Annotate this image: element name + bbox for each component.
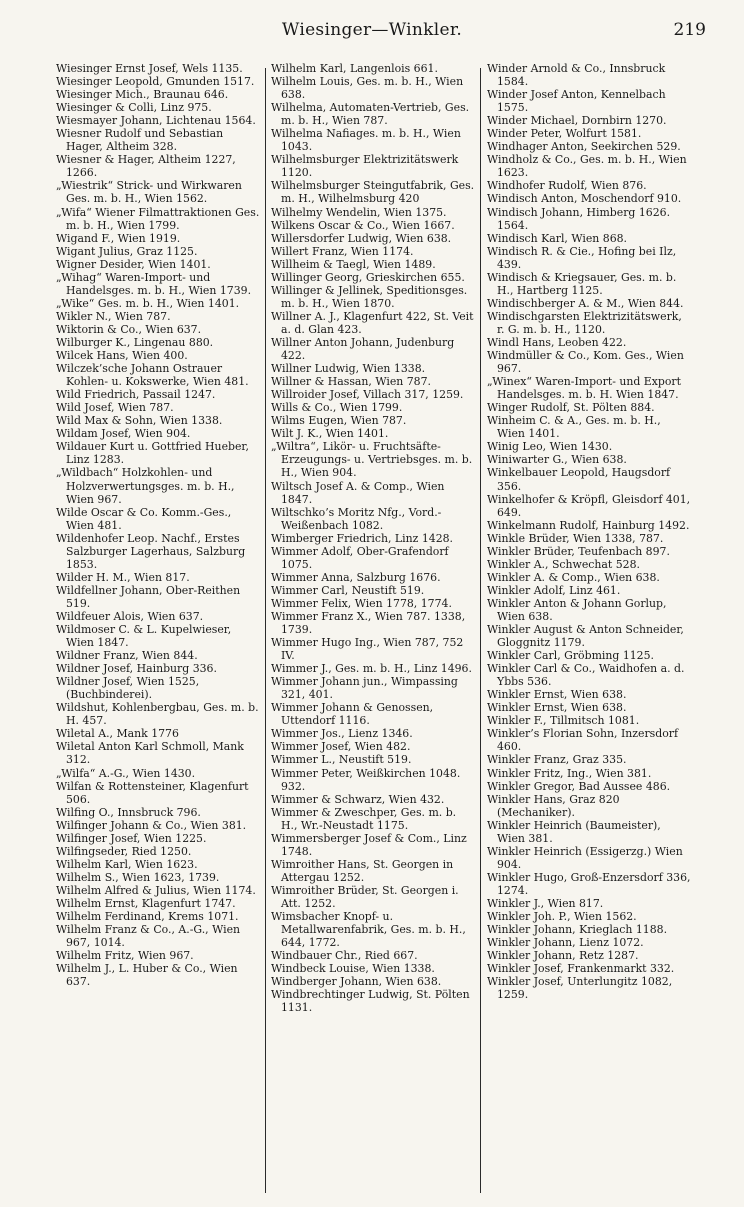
directory-entry: Wilczek’sche Johann Ostrauer Kohlen- u. Kokswerke, Wien 481. xyxy=(56,362,249,389)
directory-entry: Wildfellner Johann, Ober-Reithen 519. xyxy=(56,583,241,610)
directory-entry: Willinger & Jellinek, Speditionsges. m. b. H., Wien 1870. xyxy=(271,283,468,310)
directory-entry: Wiesinger Ernst Josef, Wels 1135. xyxy=(56,62,243,75)
directory-entry: Wimmer & Schwarz, Wien 432. xyxy=(271,792,445,806)
directory-entry: Winkler Hans, Graz 820 (Mechaniker). xyxy=(487,792,620,819)
directory-entry: Windbeck Louise, Wien 1338. xyxy=(271,962,435,976)
directory-entry: Winkler’s Florian Sohn, Inzersdorf 460. xyxy=(487,727,679,754)
column-divider xyxy=(480,68,481,1193)
directory-entry: Wilhelm Alfred & Julius, Wien 1174. xyxy=(56,883,256,897)
directory-entry: Wildauer Kurt u. Gottfried Hueber, Linz 1283. xyxy=(56,440,249,467)
directory-entry: Wiltschko’s Moritz Nfg., Vord.-Weißenbach 1082. xyxy=(271,505,442,532)
directory-entry: Wiesmayer Johann, Lichtenau 1564. xyxy=(56,114,256,128)
directory-entry: Windischberger A. & M., Wien 844. xyxy=(487,296,684,310)
directory-entry: Winder Michael, Dornbirn 1270. xyxy=(487,114,667,128)
column-divider xyxy=(265,68,266,1193)
directory-entry: Wilhelm Karl, Wien 1623. xyxy=(56,857,198,871)
directory-entry: Wilhelm Louis, Ges. m. b. H., Wien 638. xyxy=(271,75,464,102)
directory-entry: Wild Friedrich, Passail 1247. xyxy=(56,388,216,402)
page-header xyxy=(0,18,744,48)
directory-entry: Winkler Heinrich (Essigerzg.) Wien 904. xyxy=(487,844,683,871)
directory-entry: „Wihag“ Waren-Import- und Handelsges. m. b. H., Wien 1739. xyxy=(56,270,252,297)
directory-entry: Windisch Johann, Himberg 1626. 1564. xyxy=(487,205,671,232)
directory-entry: Wimroither Hans, St. Georgen in Attergau 1252. xyxy=(271,857,454,884)
directory-entry: Willner & Hassan, Wien 787. xyxy=(271,375,431,389)
directory-entry: Winkler Franz, Graz 335. xyxy=(487,753,627,767)
directory-entry: Wilhelmy Wendelin, Wien 1375. xyxy=(271,205,447,219)
directory-entry: Wild Max & Sohn, Wien 1338. xyxy=(56,414,223,428)
directory-entry: „Wifa“ Wiener Filmattraktionen Ges. m. b. H., Wien 1799. xyxy=(56,205,260,232)
directory-entry: Winkler A. & Comp., Wien 638. xyxy=(487,570,660,584)
directory-entry: Winkler Hugo, Groß-Enzersdorf 336, 1274. xyxy=(487,870,691,897)
directory-entry: Winkler Adolf, Linz 461. xyxy=(487,583,621,597)
directory-entry: Wikler N., Wien 787. xyxy=(56,309,171,323)
directory-entry: Winkler Johann, Krieglach 1188. xyxy=(487,923,668,937)
directory-entry: Wiktorin & Co., Wien 637. xyxy=(56,322,202,336)
directory-entry: Wildam Josef, Wien 904. xyxy=(56,427,191,441)
directory-column-1 xyxy=(56,62,260,988)
directory-entry: Winkler A., Schwechat 528. xyxy=(487,557,640,571)
directory-entry: „Wilfa“ A.-G., Wien 1430. xyxy=(56,766,196,780)
directory-entry: Wimmer Peter, Weißkirchen 1048. 932. xyxy=(271,766,461,793)
directory-entry: Winkler Ernst, Wien 638. xyxy=(487,701,627,715)
directory-entry: Wilfing O., Innsbruck 796. xyxy=(56,805,201,819)
directory-entry: Wilt J. K., Wien 1401. xyxy=(271,427,389,441)
directory-entry: Wiesinger & Colli, Linz 975. xyxy=(56,101,212,115)
directory-entry: Wiltsch Josef A. & Comp., Wien 1847. xyxy=(271,479,445,506)
directory-entry: Winkler F., Tillmitsch 1081. xyxy=(487,714,640,728)
directory-entry: Wilhelm J., L. Huber & Co., Wien 637. xyxy=(56,962,238,989)
directory-entry: Wilfan & Rottensteiner, Klagenfurt 506. xyxy=(56,779,249,806)
directory-entry: Winkler Josef, Frankenmarkt 332. xyxy=(487,962,675,976)
directory-entry: Wimmer Josef, Wien 482. xyxy=(271,740,411,754)
directory-entry: Wigand F., Wien 1919. xyxy=(56,231,181,245)
directory-entry: Winkler August & Anton Schneider, Gloggnitz 1179. xyxy=(487,623,684,650)
directory-entry: Windisch & Kriegsauer, Ges. m. b. H., Hartberg 1125. xyxy=(487,270,677,297)
directory-entry: Wilhelm Fritz, Wien 967. xyxy=(56,949,194,963)
directory-entry: Winkler Johann, Lienz 1072. xyxy=(487,936,644,950)
directory-entry: Wimmer J., Ges. m. b. H., Linz 1496. xyxy=(271,662,472,676)
directory-entry: Winkler Heinrich (Baumeister), Wien 381. xyxy=(487,818,661,845)
directory-entry: Wilms Eugen, Wien 787. xyxy=(271,414,407,428)
directory-entry: Willner A. J., Klagenfurt 422, St. Veit a. d. Glan 423. xyxy=(271,309,474,336)
directory-entry: Wilfinger Johann & Co., Wien 381. xyxy=(56,818,247,832)
directory-entry: Wildner Josef, Hainburg 336. xyxy=(56,662,217,676)
directory-entry: Wills & Co., Wien 1799. xyxy=(271,401,403,415)
directory-entry: Windbauer Chr., Ried 667. xyxy=(271,949,418,963)
directory-entry: Winger Rudolf, St. Pölten 884. xyxy=(487,401,655,415)
directory-entry: Wilkens Oscar & Co., Wien 1667. xyxy=(271,218,455,232)
directory-entry: Wilhelmsburger Steingutfabrik, Ges. m. H., Wilhelmsburg 420 xyxy=(271,179,475,206)
directory-entry: Wimmer L., Neustift 519. xyxy=(271,753,412,767)
directory-entry: Wilhelm Ernst, Klagenfurt 1747. xyxy=(56,897,236,910)
directory-entry: Windisch R. & Cie., Hofing bei Ilz, 439. xyxy=(487,244,677,271)
directory-entry: Wildner Josef, Wien 1525, (Buchbinderei). xyxy=(56,675,200,702)
directory-entry: Willersdorfer Ludwig, Wien 638. xyxy=(271,231,452,245)
directory-entry: Windmüller & Co., Kom. Ges., Wien 967. xyxy=(487,349,684,376)
directory-entry: Wimmer Carl, Neustift 519. xyxy=(271,583,425,597)
directory-entry: Wildner Franz, Wien 844. xyxy=(56,649,198,663)
directory-entry: Willinger Georg, Grieskirchen 655. xyxy=(271,270,465,284)
directory-entry: Wimmersberger Josef & Com., Linz 1748. xyxy=(271,831,467,858)
directory-entry: Wilhelmsburger Elektrizitätswerk 1120. xyxy=(271,153,459,180)
directory-entry: Willroider Josef, Villach 317, 1259. xyxy=(271,388,464,402)
directory-entry: Wimmer Johann jun., Wimpassing 321, 401. xyxy=(271,675,458,702)
directory-entry: Wildfeuer Alois, Wien 637. xyxy=(56,609,204,623)
page-title: Wiesinger—Winkler. xyxy=(281,20,463,40)
directory-entry: Windischgarsten Elektrizitätswerk, r. G. m. b. H., 1120. xyxy=(487,309,682,336)
directory-entry: Wildmoser C. & L. Kupelwieser, Wien 1847. xyxy=(56,623,232,650)
directory-entry: Wimmer Felix, Wien 1778, 1774. xyxy=(271,596,452,610)
directory-entry: Wigant Julius, Graz 1125. xyxy=(56,244,198,258)
directory-entry: Wigner Desider, Wien 1401. xyxy=(56,257,211,271)
directory-entry: Wildenhofer Leop. Nachf., Erstes Salzburger Lagerhaus, Salzburg 1853. xyxy=(56,531,246,571)
directory-entry: Winkle Brüder, Wien 1338, 787. xyxy=(487,531,664,545)
directory-entry: Wilhelm S., Wien 1623, 1739. xyxy=(56,870,220,884)
directory-entry: Winkelmann Rudolf, Hainburg 1492. xyxy=(487,518,690,532)
directory-entry: Wimsbacher Knopf- u. Metallwarenfabrik, Ges. m. b. H., 644, 1772. xyxy=(271,910,466,950)
directory-entry: Wiletal Anton Karl Schmoll, Mank 312. xyxy=(56,740,244,767)
directory-entry: Wilde Oscar & Co. Komm.-Ges., Wien 481. xyxy=(56,505,232,532)
directory-entry: Wimmer Franz X., Wien 787. 1338, 1739. xyxy=(271,609,466,637)
directory-entry: Wild Josef, Wien 787. xyxy=(56,401,174,415)
directory-entry: Winder Arnold & Co., Innsbruck 1584. xyxy=(487,62,666,89)
directory-entry: Winkler Fritz, Ing., Wien 381. xyxy=(487,766,652,780)
directory-entry: „Wiltra“, Likör- u. Fruchtsäfte-Erzeugungs- u. Vertriebsges. m. b. H., Wien 904. xyxy=(271,440,473,480)
directory-entry: Windhager Anton, Seekirchen 529. xyxy=(487,140,681,154)
directory-entry: Wimroither Brüder, St. Georgen i. Att. 1252. xyxy=(271,883,459,910)
directory-entry: Windberger Johann, Wien 638. xyxy=(271,975,442,989)
directory-entry: Winkler Johann, Retz 1287. xyxy=(487,949,639,963)
directory-entry: Wimmer Adolf, Ober-Grafendorf 1075. xyxy=(271,544,449,571)
directory-entry: Windbrechtinger Ludwig, St. Pölten 1131. xyxy=(271,988,470,1015)
directory-entry: Windisch Karl, Wien 868. xyxy=(487,231,628,245)
directory-entry: Winkler J., Wien 817. xyxy=(487,897,604,910)
directory-entry: Winkelbauer Leopold, Haugsdorf 356. xyxy=(487,466,671,493)
directory-entry: Wilburger K., Lingenau 880. xyxy=(56,335,214,349)
directory-entry: Winiwarter G., Wien 638. xyxy=(487,453,627,467)
directory-entry: Winkler Anton & Johann Gorlup, Wien 638. xyxy=(487,596,667,623)
directory-entry: Wimmer Jos., Lienz 1346. xyxy=(271,727,413,741)
directory-entry: „Wiestrik“ Strick- und Wirkwaren Ges. m. b. H., Wien 1562. xyxy=(56,179,242,206)
directory-entry: Winkler Ernst, Wien 638. xyxy=(487,688,627,702)
directory-entry: Willert Franz, Wien 1174. xyxy=(271,244,414,258)
directory-entry: Wilhelm Ferdinand, Krems 1071. xyxy=(56,910,239,924)
directory-entry: „Winex“ Waren-Import- und Export Handelsges. m. b. H. Wien 1847. xyxy=(487,375,681,402)
directory-entry: Wimmer & Zweschper, Ges. m. b. H., Wr.-Neustadt 1175. xyxy=(271,805,457,832)
directory-entry: Wilhelma Nafiages. m. b. H., Wien 1043. xyxy=(271,127,461,154)
directory-entry: „Wike“ Ges. m. b. H., Wien 1401. xyxy=(56,296,240,310)
directory-entry: Winkler Gregor, Bad Aussee 486. xyxy=(487,779,671,793)
page-number: 219 xyxy=(673,20,706,40)
directory-entry: Winkler Carl & Co., Waidhofen a. d. Ybbs 536. xyxy=(487,662,685,689)
directory-entry: Wiesinger Leopold, Gmunden 1517. xyxy=(56,75,255,89)
directory-entry: Willner Ludwig, Wien 1338. xyxy=(271,362,426,376)
directory-entry: Wilder H. M., Wien 817. xyxy=(56,570,190,584)
directory-entry: Wiletal A., Mank 1776 xyxy=(56,727,179,741)
directory-entry: Winheim C. & A., Ges. m. b. H., Wien 1401. xyxy=(487,414,661,441)
directory-entry: Willner Anton Johann, Judenburg 422. xyxy=(271,335,455,363)
directory-entry: Wiesinger Mich., Braunau 646. xyxy=(56,88,229,102)
directory-entry: Willheim & Taegl, Wien 1489. xyxy=(271,257,436,271)
directory-column-3 xyxy=(487,62,691,1001)
directory-entry: „Wildbach“ Holzkohlen- und Holzverwertungsges. m. b. H., Wien 967. xyxy=(56,466,235,506)
directory-entry: Wilfinger Josef, Wien 1225. xyxy=(56,831,207,845)
directory-entry: Wilhelm Franz & Co., A.-G., Wien 967, 1014. xyxy=(56,923,241,950)
directory-entry: Winkler Joh. P., Wien 1562. xyxy=(487,910,637,924)
directory-entry: Windholz & Co., Ges. m. b. H., Wien 1623. xyxy=(487,153,687,180)
directory-entry: Winig Leo, Wien 1430. xyxy=(487,440,613,454)
directory-entry: Windisch Anton, Moschendorf 910. xyxy=(487,192,682,206)
directory-column-2 xyxy=(271,62,475,1014)
directory-entry: Wimberger Friedrich, Linz 1428. xyxy=(271,531,454,545)
directory-entry: Winkelhofer & Kröpfl, Gleisdorf 401, 649. xyxy=(487,492,691,519)
directory-entry: Wimmer Hugo Ing., Wien 787, 752 IV. xyxy=(271,636,464,663)
directory-entry: Winder Peter, Wolfurt 1581. xyxy=(487,127,642,141)
directory-entry: Winkler Josef, Unterlungitz 1082, 1259. xyxy=(487,975,673,1002)
directory-entry: Wilcek Hans, Wien 400. xyxy=(56,349,188,363)
directory-entry: Wimmer Johann & Genossen, Uttendorf 1116. xyxy=(271,701,434,728)
directory-entry: Wilhelma, Automaten-Vertrieb, Ges. m. b. H., Wien 787. xyxy=(271,101,470,128)
directory-entry: Winkler Carl, Gröbming 1125. xyxy=(487,649,655,663)
directory-entry: Wilhelm Karl, Langenlois 661. xyxy=(271,62,438,75)
directory-entry: Winder Josef Anton, Kennelbach 1575. xyxy=(487,88,666,115)
directory-entry: Windl Hans, Leoben 422. xyxy=(487,335,627,349)
directory-entry: Winkler Brüder, Teufenbach 897. xyxy=(487,544,670,558)
directory-entry: Wimmer Anna, Salzburg 1676. xyxy=(271,570,441,584)
directory-entry: Windhofer Rudolf, Wien 876. xyxy=(487,179,647,193)
directory-entry: Wiesner & Hager, Altheim 1227, 1266. xyxy=(56,153,236,180)
directory-entry: Wilfingseder, Ried 1250. xyxy=(56,844,192,858)
directory-entry: Wiesner Rudolf und Sebastian Hager, Altheim 328. xyxy=(56,127,224,154)
directory-entry: Wildshut, Kohlenbergbau, Ges. m. b. H. 457. xyxy=(56,701,259,728)
